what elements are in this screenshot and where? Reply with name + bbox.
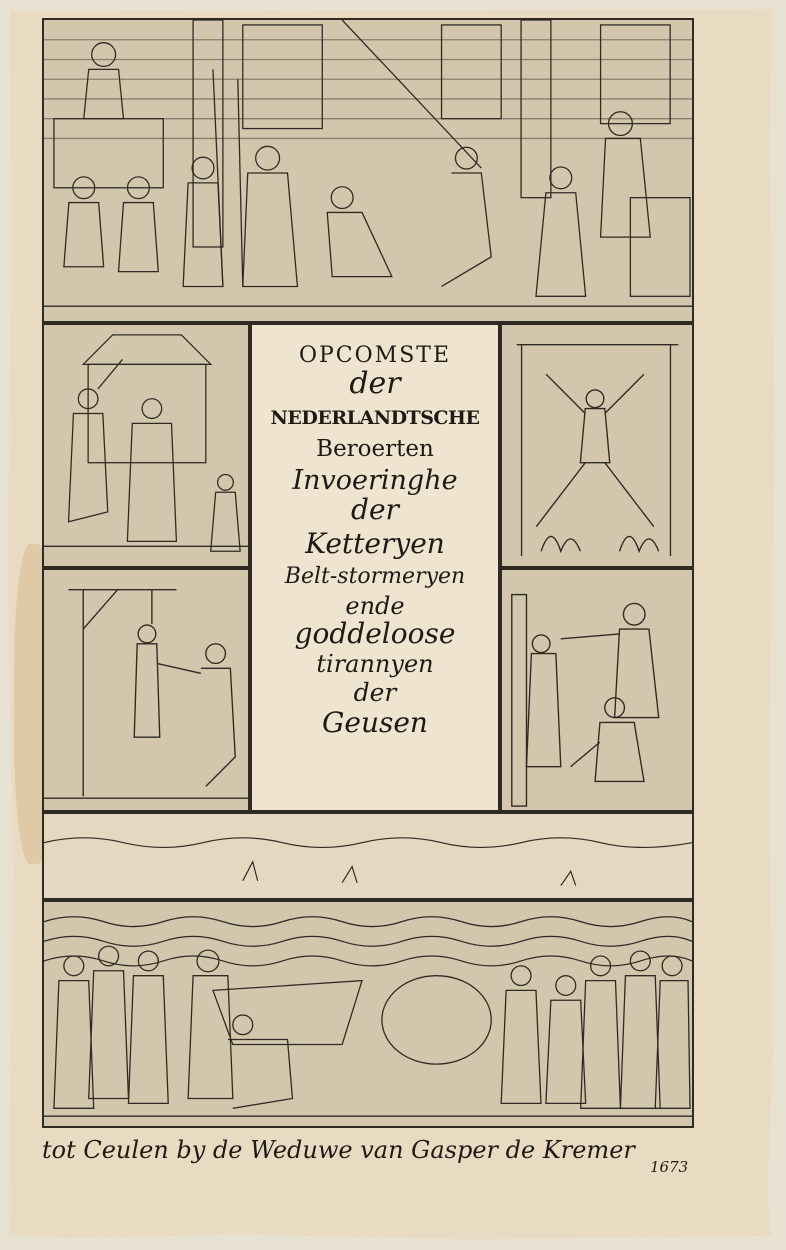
title-line: ende [345, 592, 405, 620]
title-line: goddeloose [294, 617, 456, 650]
title-line: der [351, 493, 399, 526]
title-line: der [353, 678, 397, 707]
title-line: der [349, 366, 401, 401]
imprint-year: 1673 [650, 1158, 689, 1176]
drowning-illustration [44, 902, 692, 1126]
engraving-burning-scene [500, 323, 694, 568]
title-line: tirannyen [316, 650, 434, 678]
title-block [252, 339, 498, 737]
gallows-illustration [44, 570, 248, 810]
title-line: Ketteryen [305, 527, 445, 560]
sea-illustration [44, 814, 692, 898]
title-line: NEDERLANDTSCHE [270, 407, 480, 429]
engraving-drowning-scene [42, 900, 694, 1128]
title-line: Belt-stormeryen [284, 564, 466, 589]
engraving-strangling-scene [500, 568, 694, 812]
title-cartouche [250, 323, 500, 812]
engraving-gallows-scene [42, 568, 250, 812]
burning-illustration [502, 325, 692, 566]
engraving-sea-band [42, 812, 694, 900]
iconoclasm-illustration [44, 20, 692, 321]
title-line: Invoeringhe [292, 465, 458, 496]
altar-illustration [44, 325, 248, 566]
imprint-line: tot Ceulen by de Weduwe van Gasper de Kremer [42, 1136, 635, 1164]
strangling-illustration [502, 570, 692, 810]
engraving-iconoclasm-scene [42, 18, 694, 323]
title-line: Beroerten [316, 436, 434, 462]
title-line: OPCOMSTE [298, 343, 452, 368]
title-line: Geusen [322, 706, 428, 739]
engraving-altar-scene [42, 323, 250, 568]
